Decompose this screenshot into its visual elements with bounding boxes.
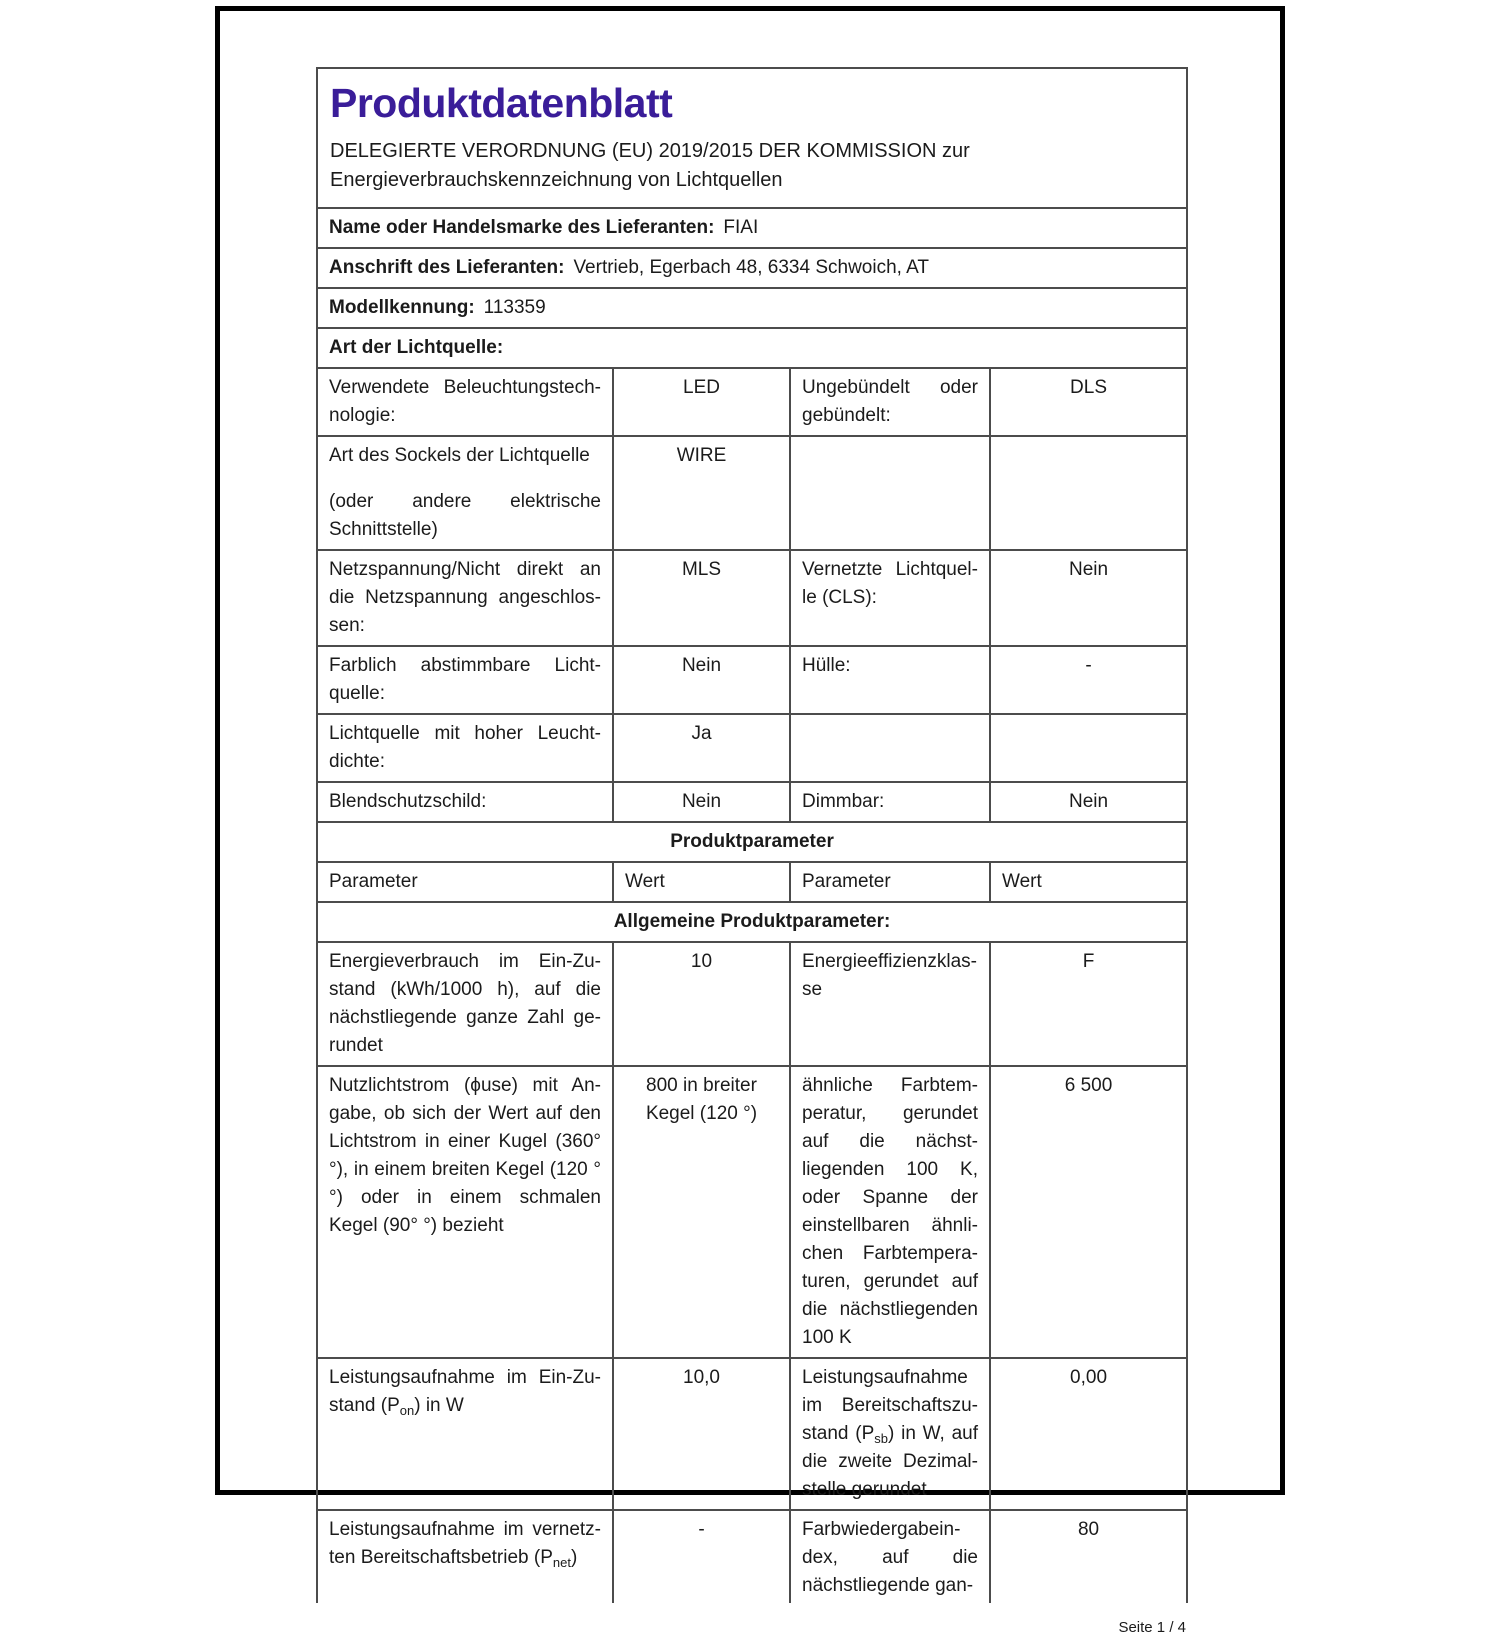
supplier-name-cell bbox=[317, 208, 1187, 248]
param-text: ) in W bbox=[414, 1395, 464, 1416]
section-header-allgemeine: Allgemeine Produktparameter: bbox=[317, 902, 1187, 942]
table-row bbox=[317, 1358, 1187, 1510]
param-cell bbox=[317, 436, 613, 550]
value-cell: F bbox=[990, 942, 1187, 1066]
section-header-row bbox=[317, 902, 1187, 942]
value-cell: - bbox=[990, 646, 1187, 714]
column-header-row bbox=[317, 862, 1187, 902]
title-row bbox=[317, 68, 1187, 208]
param-cell: Ungebündelt oder gebündelt: bbox=[790, 368, 990, 436]
page-border-frame bbox=[215, 6, 1285, 1636]
value-cell: 10,0 bbox=[613, 1358, 790, 1510]
param-text: Leistungsaufnahme im Ein-Zustand (P bbox=[329, 1367, 601, 1416]
table-row-cut-off bbox=[317, 1510, 1187, 1603]
value-cell bbox=[990, 1510, 1187, 1603]
column-header: Parameter bbox=[317, 862, 613, 902]
regulation-line-1: DELEGIERTE VERORDNUNG (EU) 2019/2015 DER KOMMISSION zur bbox=[330, 140, 970, 162]
model-id-value: 113359 bbox=[483, 297, 546, 318]
value-cell: 800 in breiter Kegel (120 °) bbox=[613, 1066, 790, 1358]
table-row bbox=[317, 550, 1187, 646]
value-cell: WIRE bbox=[613, 436, 790, 550]
value-cell: Nein bbox=[613, 646, 790, 714]
section-header-produktparameter: Produktparameter bbox=[317, 822, 1187, 862]
value-cell: DLS bbox=[990, 368, 1187, 436]
empty-cell bbox=[790, 436, 990, 550]
table-row bbox=[317, 782, 1187, 822]
param-cell: Farblich abstimmbare Lichtquelle: bbox=[317, 646, 613, 714]
param-cell: Energieeffizienzklasse bbox=[790, 942, 990, 1066]
param-subscript: net bbox=[552, 1555, 571, 1570]
model-id-label: Modellkennung: bbox=[329, 297, 475, 318]
regulation-subtitle bbox=[330, 137, 1174, 195]
supplier-name-row bbox=[317, 208, 1187, 248]
value-cell: 10 bbox=[613, 942, 790, 1066]
param-cell: Blendschutzschild: bbox=[317, 782, 613, 822]
supplier-address-value: Vertrieb, Egerbach 48, 6334 Schwoich, AT bbox=[573, 257, 930, 278]
clipped-text: 80 bbox=[1077, 1519, 1100, 1540]
param-cell: Lichtquelle mit hoher Leuchtdichte: bbox=[317, 714, 613, 782]
param-text: ) in W, auf die zweite Dezimalstelle gerundet bbox=[802, 1423, 979, 1500]
page-number: Seite 1 / 4 bbox=[1118, 1619, 1186, 1636]
light-source-type-row bbox=[317, 328, 1187, 368]
clipped-text bbox=[329, 1516, 601, 1598]
empty-cell bbox=[990, 714, 1187, 782]
table-row bbox=[317, 714, 1187, 782]
value-cell: Nein bbox=[613, 782, 790, 822]
table-row bbox=[317, 368, 1187, 436]
value-cell: Nein bbox=[990, 550, 1187, 646]
regulation-line-2: Energieverbrauchskennzeichnung von Lichtquellen bbox=[330, 169, 783, 191]
table-row bbox=[317, 436, 1187, 550]
param-cell: ähnliche Farbtemperatur, gerundet auf die nächstliegenden 100 K, oder Spanne der einstellbaren ähnlichen Farbtemperaturen, gerundet auf die nächstliegenden 100 K bbox=[790, 1066, 990, 1358]
param-cell: Energieverbrauch im Ein-Zustand (kWh/1000 h), auf die nächstliegende ganze Zahl gerundet bbox=[317, 942, 613, 1066]
page-title: Produktdatenblatt bbox=[330, 80, 673, 126]
param-cell bbox=[317, 1510, 613, 1603]
value-cell bbox=[613, 1510, 790, 1603]
param-cell bbox=[317, 1358, 613, 1510]
value-cell: MLS bbox=[613, 550, 790, 646]
socket-type-line-2: (oder andere elektrische Schnittstelle) bbox=[329, 491, 601, 540]
param-cell: Nutzlichtstrom (ϕuse) mit Angabe, ob sich der Wert auf den Lichtstrom in einer Kugel (360° °), in einem breiten Kegel (120 °°) oder in einem schmalen Kegel (90° °) bezieht bbox=[317, 1066, 613, 1358]
title-cell bbox=[317, 68, 1187, 208]
param-cell: Verwendete Beleuchtungstechnologie: bbox=[317, 368, 613, 436]
column-header: Wert bbox=[990, 862, 1187, 902]
table-row bbox=[317, 942, 1187, 1066]
column-header: Parameter bbox=[790, 862, 990, 902]
param-cell: Netzspannung/Nicht direkt an die Netzspannung angeschlossen: bbox=[317, 550, 613, 646]
supplier-name-value: FIAI bbox=[723, 217, 759, 238]
value-cell: Ja bbox=[613, 714, 790, 782]
model-id-cell bbox=[317, 288, 1187, 328]
table-row bbox=[317, 646, 1187, 714]
supplier-name-label: Name oder Handelsmarke des Lieferanten: bbox=[329, 217, 715, 238]
param-cell: Vernetzte Lichtquelle (CLS): bbox=[790, 550, 990, 646]
param-text: ) bbox=[570, 1547, 578, 1568]
light-source-type-cell bbox=[317, 328, 1187, 368]
param-text: Leistungsaufnahme im Bereitschaftszustand (P bbox=[802, 1367, 978, 1444]
value-cell: Nein bbox=[990, 782, 1187, 822]
supplier-address-cell bbox=[317, 248, 1187, 288]
clipped-text: - bbox=[698, 1519, 705, 1540]
product-datasheet bbox=[316, 67, 1186, 1636]
param-cell bbox=[790, 1510, 990, 1603]
value-cell: LED bbox=[613, 368, 790, 436]
socket-type-line-1: Art des Sockels der Lichtquelle bbox=[329, 445, 590, 466]
datasheet-table bbox=[316, 67, 1188, 1603]
empty-cell bbox=[790, 714, 990, 782]
param-subscript: on bbox=[399, 1403, 415, 1418]
param-text: Leistungsaufnahme im vernetzten Bereitschaftsbetrieb (P bbox=[329, 1519, 601, 1568]
param-subscript: sb bbox=[874, 1431, 888, 1446]
clipped-text: Farbwiedergabeindex, auf die nächstliegende gan- bbox=[802, 1519, 978, 1596]
empty-cell bbox=[990, 436, 1187, 550]
param-cell: Dimmbar: bbox=[790, 782, 990, 822]
model-id-row bbox=[317, 288, 1187, 328]
section-header-row bbox=[317, 822, 1187, 862]
value-cell: 0,00 bbox=[990, 1358, 1187, 1510]
column-header: Wert bbox=[613, 862, 790, 902]
table-row bbox=[317, 1066, 1187, 1358]
param-cell bbox=[790, 1358, 990, 1510]
param-cell: Hülle: bbox=[790, 646, 990, 714]
supplier-address-label: Anschrift des Lieferanten: bbox=[329, 257, 565, 278]
supplier-address-row bbox=[317, 248, 1187, 288]
value-cell: 6 500 bbox=[990, 1066, 1187, 1358]
light-source-type-label: Art der Lichtquelle: bbox=[329, 337, 504, 358]
